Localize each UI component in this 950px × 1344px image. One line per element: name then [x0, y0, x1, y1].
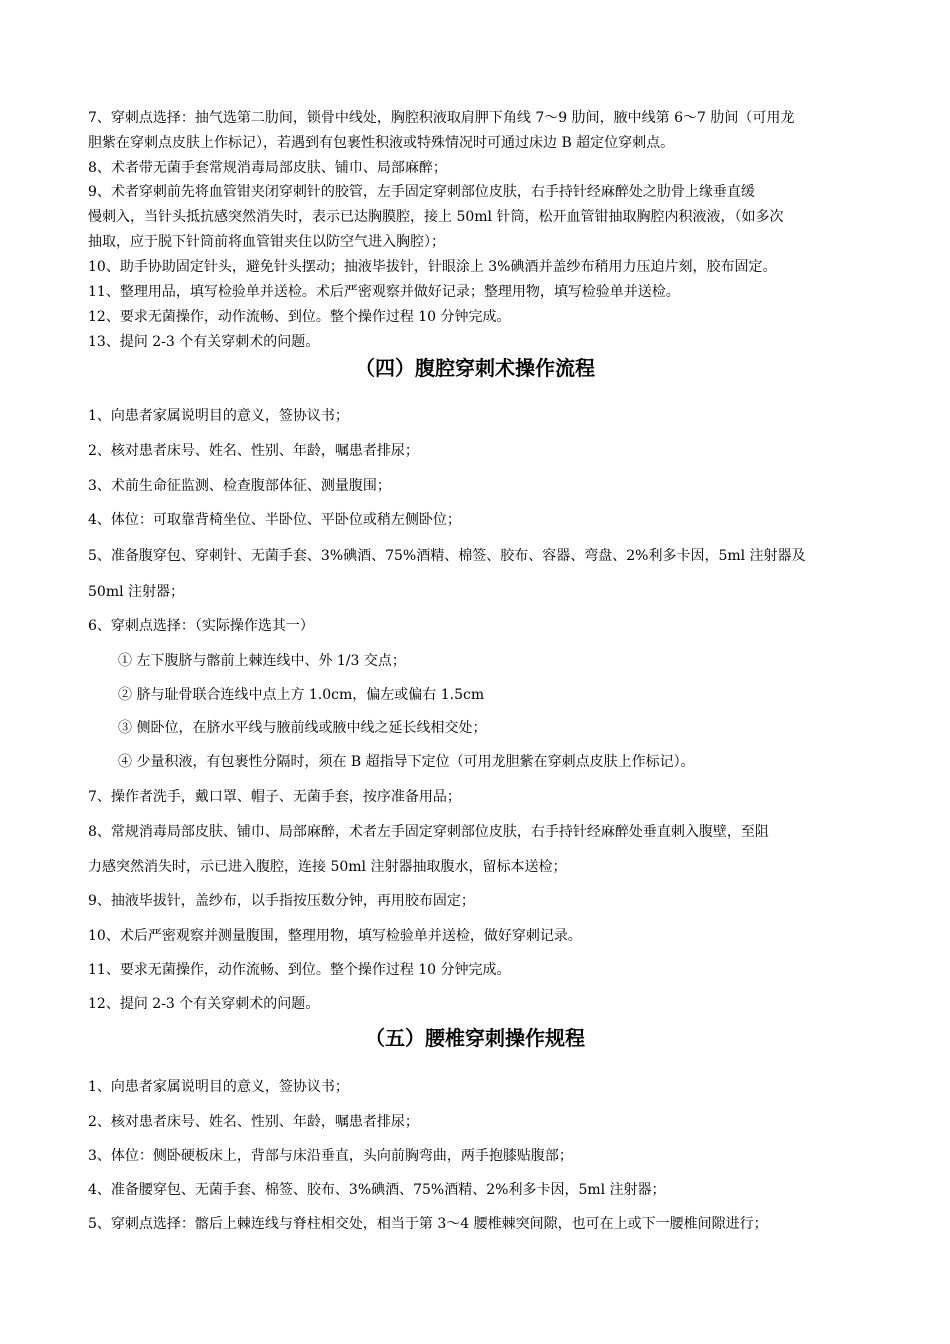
s4-line-3: 3、术前生命征监测、检查腹部体征、测量腹围； — [88, 478, 391, 494]
s4-option-2: ② 脐与耻骨联合连线中点上方 1.0cm，偏左或偏右 1.5cm — [118, 687, 485, 703]
s4-line-7: 6、穿刺点选择：（实际操作选其一） — [88, 618, 314, 634]
s3-line-10: 13、提问 2-3 个有关穿刺术的问题。 — [88, 334, 320, 350]
section4-title: （四）腹腔穿刺术操作流程 — [355, 356, 595, 380]
s3-line-2: 胆紫在穿刺点皮肤上作标记），若遇到有包裹性积液或特殊情况时可通过床边 B 超定位穿刺点。 — [88, 135, 675, 151]
s5-line-1: 1、向患者家属说明目的意义，签协议书； — [88, 1079, 349, 1095]
s4-line-10: 力感突然消失时，示已进入腹腔，连接 50ml 注射器抽取腹水，留标本送检； — [88, 859, 567, 875]
s4-line-5: 5、准备腹穿包、穿刺针、无菌手套、3%碘酒、75%酒精、棉签、胶布、容器、弯盘、2%利多卡因，5ml 注射器及 — [88, 548, 806, 564]
s3-line-7: 10、助手协助固定针头，避免针头摆动；抽液毕拔针，针眼涂上 3%碘酒并盖纱布稍用力压迫片刻，胶布固定。 — [88, 259, 777, 275]
s4-line-2: 2、核对患者床号、姓名、性别、年龄，嘱患者排尿； — [88, 443, 419, 459]
s4-line-9: 8、常规消毒局部皮肤、铺巾、局部麻醉，术者左手固定穿刺部位皮肤，右手持针经麻醉处垂直刺入腹壁，至阻 — [88, 824, 769, 840]
s3-line-3: 8、术者带无菌手套常规消毒局部皮肤、铺巾、局部麻醉； — [88, 160, 447, 176]
s3-line-8: 11、整理用品，填写检验单并送检。术后严密观察并做好记录；整理用物，填写检验单并送检。 — [88, 284, 680, 300]
s4-line-14: 12、提问 2-3 个有关穿刺术的问题。 — [88, 996, 320, 1012]
s4-line-8: 7、操作者洗手，戴口罩、帽子、无菌手套，按序准备用品； — [88, 789, 461, 805]
s4-option-3: ③ 侧卧位，在脐水平线与腋前线或腋中线之延长线相交处； — [118, 720, 487, 736]
s4-line-11: 9、抽液毕拔针，盖纱布，以手指按压数分钟，再用胶布固定； — [88, 893, 475, 909]
s5-line-4: 4、准备腰穿包、无菌手套、棉签、胶布、3%碘酒、75%酒精、2%利多卡因，5ml 注射器； — [88, 1182, 666, 1198]
s4-option-1: ① 左下腹脐与髂前上棘连线中、外 1/3 交点； — [118, 653, 406, 669]
s3-line-6: 抽取，应于脱下针筒前将血管钳夹住以防空气进入胸腔）； — [88, 234, 445, 250]
s4-line-1: 1、向患者家属说明目的意义，签协议书； — [88, 408, 349, 424]
s4-line-6: 50ml 注射器； — [88, 584, 185, 600]
s5-line-5: 5、穿刺点选择：髂后上棘连线与脊柱相交处，相当于第 3～4 腰椎棘突间隙，也可在上或下一腰椎间隙进行； — [88, 1216, 768, 1232]
s4-line-12: 10、术后严密观察并测量腹围，整理用物，填写检验单并送检，做好穿刺记录。 — [88, 928, 582, 944]
s4-option-4: ④ 少量积液，有包裹性分隔时，须在 B 超指导下定位（可用龙胆紫在穿刺点皮肤上作标记）。 — [118, 754, 695, 770]
s4-line-4: 4、体位：可取靠背椅坐位、半卧位、平卧位或稍左侧卧位； — [88, 512, 461, 528]
s3-line-4: 9、术者穿刺前先将血管钳夹闭穿刺针的胶管，左手固定穿刺部位皮肤，右手持针经麻醉处之肋骨上缘垂直缓 — [88, 184, 755, 200]
s4-line-13: 11、要求无菌操作，动作流畅、到位。整个操作过程 10 分钟完成。 — [88, 962, 511, 978]
s5-line-2: 2、核对患者床号、姓名、性别、年龄，嘱患者排尿； — [88, 1114, 419, 1130]
s5-line-3: 3、体位：侧卧硬板床上，背部与床沿垂直，头向前胸弯曲，两手抱膝贴腹部； — [88, 1148, 573, 1164]
s3-line-5: 慢刺入，当针头抵抗感突然消失时，表示已达胸膜腔，接上 50ml 针筒，松开血管钳抽取胸腔内积液液，（如多次 — [88, 209, 784, 225]
s3-line-1: 7、穿刺点选择：抽气选第二肋间，锁骨中线处，胸腔积液取肩胛下角线 7～9 肋间，腋中线第 6～7 肋间（可用龙 — [88, 110, 795, 126]
s3-line-9: 12、要求无菌操作，动作流畅、到位。整个操作过程 10 分钟完成。 — [88, 309, 511, 325]
section5-title: （五）腰椎穿刺操作规程 — [365, 1026, 585, 1050]
